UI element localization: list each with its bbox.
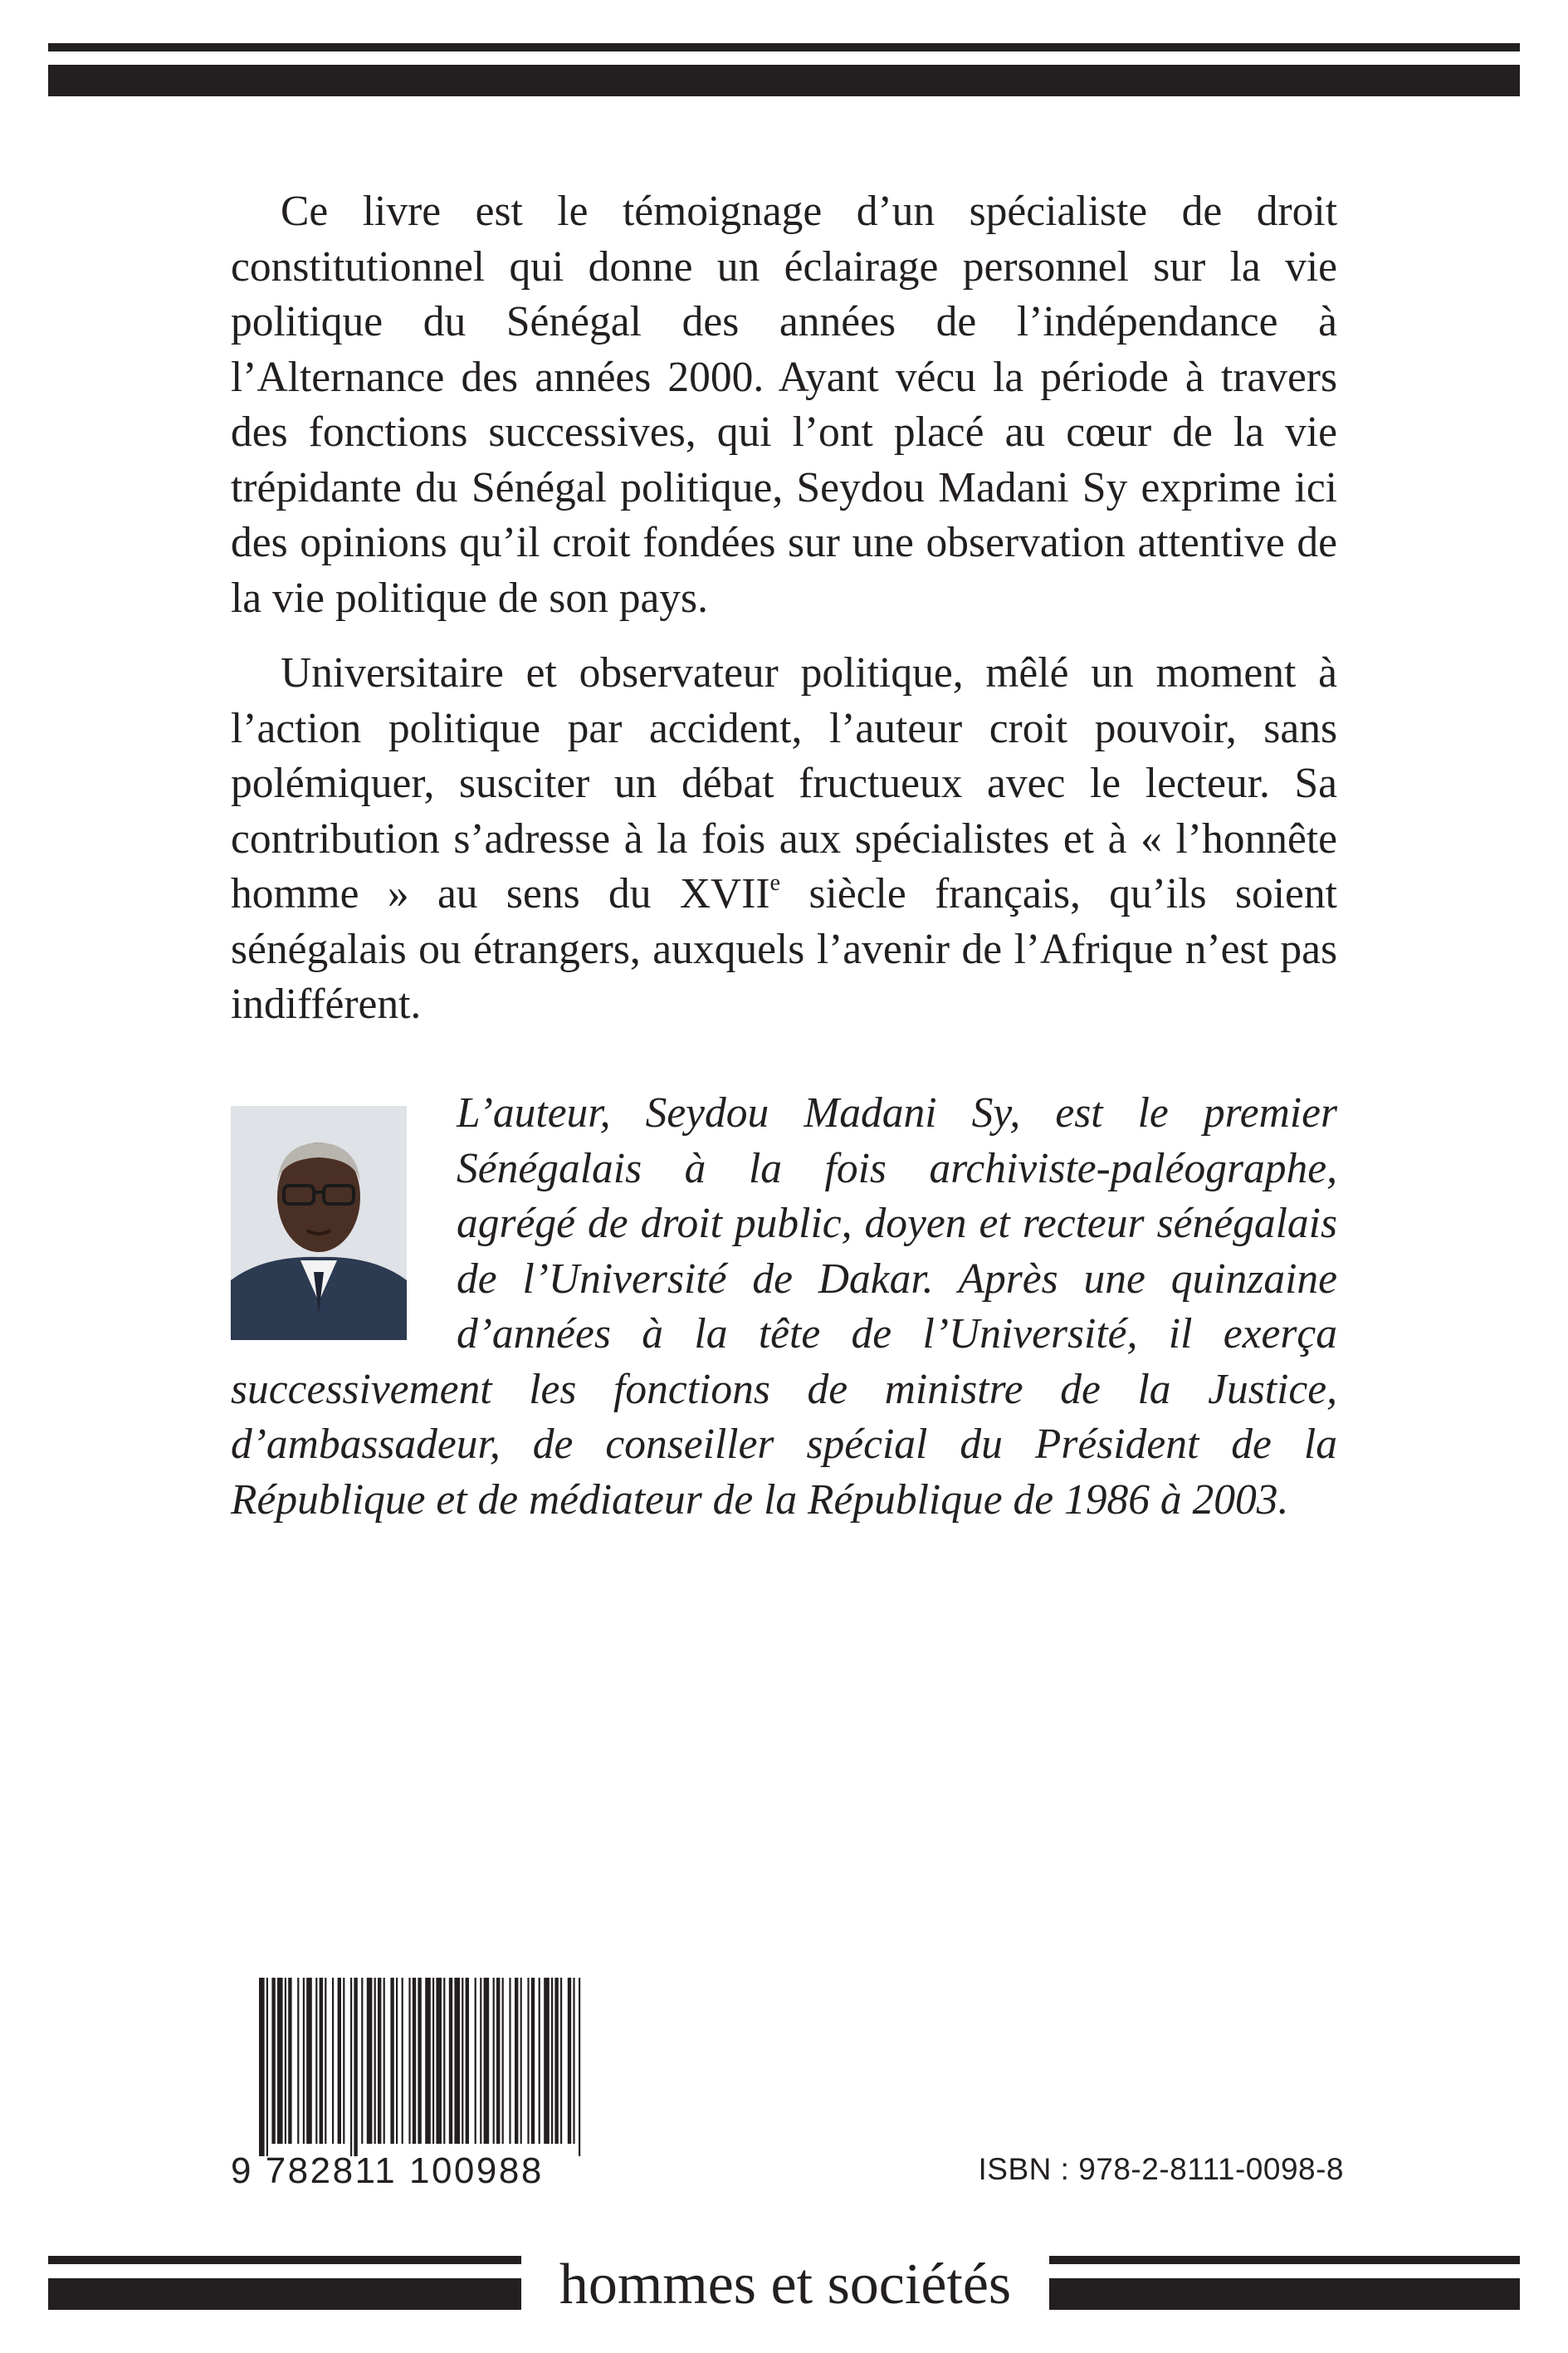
barcode-digits: 9 782811 100988: [231, 2150, 544, 2191]
barcode-bar: [509, 1978, 510, 2144]
barcode-bar: [568, 1978, 571, 2144]
bottom-right-thick-rule: [1049, 2278, 1520, 2310]
author-bio: [231, 1086, 1337, 1528]
barcode-bar: [320, 1978, 323, 2144]
blurb-paragraph-2-part-1: Universitaire et observateur politique, mêlé un moment à l’action politique par accident, l’auteur croit pouvoir, sans polémiquer, susciter un débat fructueux avec le lecteur. Sa contribution s’adresse à la fois aux spécialistes et à « l’honnête homme » au sens du XVII: [231, 649, 1337, 917]
blurb-paragraph-2-part-2: siècle français, qu’ils soient sénégalais ou étrangers, auxquels l’avenir de l’Afrique n’est pas indifférent.: [231, 870, 1337, 1028]
barcode-bar: [259, 1978, 265, 2156]
barcode-bar: [288, 1978, 291, 2144]
collection-name: hommes et sociétés: [559, 2253, 1012, 2316]
barcode-bar: [350, 1978, 352, 2156]
barcode-bar: [271, 1978, 275, 2144]
barcode-bar: [390, 1978, 393, 2144]
blurb-paragraph-2: [231, 646, 1337, 1033]
author-photo: [231, 1106, 407, 1340]
barcode-bar: [539, 1978, 540, 2144]
barcode-bar: [332, 1978, 334, 2144]
barcode-bar: [573, 1978, 574, 2144]
barcode-bar: [484, 1978, 490, 2144]
barcode-bar: [354, 1978, 357, 2156]
barcode-bar: [480, 1978, 481, 2144]
barcode-bar: [502, 1978, 504, 2144]
barcode-bar: [303, 1978, 305, 2144]
barcode-bar: [432, 1978, 434, 2144]
barcode-bar: [449, 1978, 452, 2144]
isbn-label: ISBN : 978-2-8111-0098-8: [978, 2152, 1344, 2186]
barcode-bar: [520, 1978, 522, 2144]
barcode-bar: [343, 1978, 344, 2144]
barcode-bar: [402, 1978, 403, 2144]
bottom-right-thin-rule: [1049, 2256, 1520, 2264]
barcode-bar: [554, 1978, 558, 2144]
barcode-bar: [466, 1978, 469, 2144]
barcode-bar: [436, 1978, 442, 2144]
barcode-bar: [315, 1978, 317, 2144]
barcode-bar: [378, 1978, 381, 2144]
barcode-bar: [425, 1978, 431, 2144]
barcode-bar: [443, 1978, 445, 2144]
bottom-left-thick-rule: [48, 2278, 521, 2310]
barcode-bar: [408, 1978, 410, 2144]
bottom-left-thin-rule: [48, 2256, 521, 2264]
barcode-icon: [256, 1978, 588, 2156]
barcode-bar: [383, 1978, 385, 2144]
barcode-bar: [475, 1978, 476, 2144]
barcode-bar: [544, 1978, 550, 2144]
barcode-bar: [306, 1978, 312, 2144]
barcode-bar: [454, 1978, 460, 2144]
barcode-bar: [367, 1978, 373, 2144]
barcode-bar: [531, 1978, 535, 2144]
barcode-bar: [515, 1978, 518, 2144]
barcode-bar: [374, 1978, 376, 2144]
author-portrait-image: [231, 1106, 407, 1340]
barcode-bar: [496, 1978, 500, 2144]
barcode-bar: [266, 1978, 268, 2156]
top-thick-rule: [48, 65, 1520, 96]
barcode-bar: [462, 1978, 463, 2144]
barcode-bar: [297, 1978, 299, 2144]
barcode-bar: [338, 1978, 341, 2144]
barcode-bar: [527, 1978, 529, 2144]
back-cover-blurb: [231, 184, 1337, 1033]
top-thin-rule: [48, 43, 1520, 51]
barcode-bar: [361, 1978, 363, 2144]
author-bio-text: L’auteur, Seydou Madani Sy, est le premier Sénégalais à la fois archiviste-paléographe, agrégé de droit public, doyen et recteur sénégalais de l’Université de Dakar. Après une quinzaine d’années à la tête de l’Université, il exerça successivement les fonctions de ministre de la Justice, d’ambassadeur, de conseiller spécial du Président de la République et de médiateur de la République de 1986 à 2003.: [231, 1089, 1337, 1524]
barcode-bar: [551, 1978, 553, 2144]
barcode-bar: [285, 1978, 286, 2144]
blurb-paragraph-1: Ce livre est le témoignage d’un spécialiste de droit constitutionnel qui donne un éclairage personnel sur la vie politique du Sénégal des années de l’indépendance à l’Alternance des années 2000. Ayant vécu la période à travers des fonctions successives, qui l’ont placé au cœur de la vie trépidante du Sénégal politique, Seydou Madani Sy exprime ici des opinions qu’il croit fondées sur une observation attentive de la vie politique de son pays.: [231, 188, 1337, 622]
barcode-bar: [493, 1978, 495, 2144]
barcode-bar: [277, 1978, 283, 2144]
barcode-bar: [413, 1978, 416, 2144]
barcode-bar: [396, 1978, 398, 2144]
barcode-bar: [418, 1978, 421, 2144]
barcode-bar: [560, 1978, 562, 2144]
century-superscript: e: [769, 869, 781, 896]
barcode-bar: [325, 1978, 326, 2144]
barcode-bar: [579, 1978, 580, 2156]
